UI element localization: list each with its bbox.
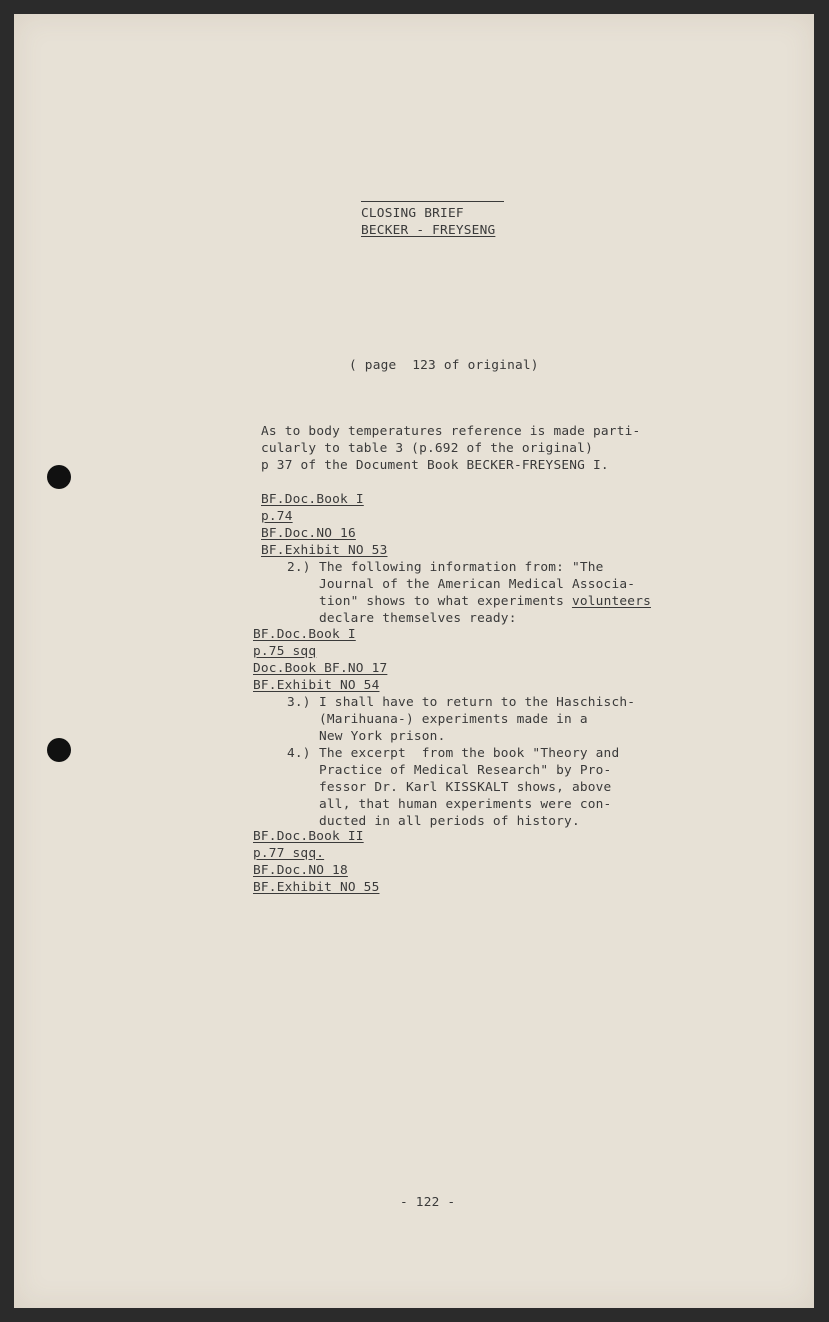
item-number: 2.) bbox=[287, 560, 311, 575]
item-number: 3.) bbox=[287, 695, 311, 710]
document-page bbox=[14, 14, 814, 1308]
reference-line: BF.Exhibit NO 54 bbox=[253, 678, 380, 693]
item-line-text: tion" shows to what experiments bbox=[319, 594, 572, 609]
underlined-word: volunteers bbox=[571, 594, 651, 609]
item-line bbox=[319, 593, 651, 610]
item-line: The excerpt from the book "Theory and bbox=[319, 746, 620, 761]
paragraph-line: cularly to table 3 (p.692 of the original) bbox=[261, 441, 593, 456]
punch-hole-bottom bbox=[47, 738, 71, 762]
item-line: New York prison. bbox=[319, 729, 446, 744]
item-line: Journal of the American Medical Associa- bbox=[319, 577, 636, 592]
reference-line: BF.Doc.Book II bbox=[253, 829, 364, 844]
header-top-rule bbox=[361, 201, 504, 202]
item-line: The following information from: "The bbox=[319, 560, 604, 575]
document-subtitle: BECKER - FREYSENG bbox=[361, 223, 496, 238]
item-line: all, that human experiments were con- bbox=[319, 797, 612, 812]
item-number: 4.) bbox=[287, 746, 311, 761]
reference-line: BF.Doc.Book I bbox=[253, 627, 356, 642]
reference-line: Doc.Book BF.NO 17 bbox=[253, 661, 388, 676]
reference-line: BF.Exhibit NO 55 bbox=[253, 880, 380, 895]
reference-line: BF.Doc.Book I bbox=[261, 492, 364, 507]
document-title: CLOSING BRIEF bbox=[361, 206, 464, 221]
reference-line: BF.Exhibit NO 53 bbox=[261, 543, 388, 558]
reference-line: p.75 sqq bbox=[253, 644, 317, 659]
reference-line: BF.Doc.NO 16 bbox=[261, 526, 356, 541]
item-line: (Marihuana-) experiments made in a bbox=[319, 712, 588, 727]
paragraph-line: As to body temperatures reference is made parti- bbox=[261, 424, 641, 439]
item-line: I shall have to return to the Haschisch- bbox=[319, 695, 636, 710]
item-line: ducted in all periods of history. bbox=[319, 814, 580, 829]
page-number: - 122 - bbox=[400, 1195, 456, 1210]
reference-line: BF.Doc.NO 18 bbox=[253, 863, 348, 878]
reference-line: p.77 sqq. bbox=[253, 846, 325, 861]
original-page-reference: ( page 123 of original) bbox=[349, 358, 539, 373]
item-line: declare themselves ready: bbox=[319, 611, 517, 626]
item-line: Practice of Medical Research" by Pro- bbox=[319, 763, 612, 778]
reference-line: p.74 bbox=[261, 509, 293, 524]
punch-hole-top bbox=[47, 465, 71, 489]
paragraph-line: p 37 of the Document Book BECKER-FREYSENG I. bbox=[261, 458, 609, 473]
item-line: fessor Dr. Karl KISSKALT shows, above bbox=[319, 780, 612, 795]
